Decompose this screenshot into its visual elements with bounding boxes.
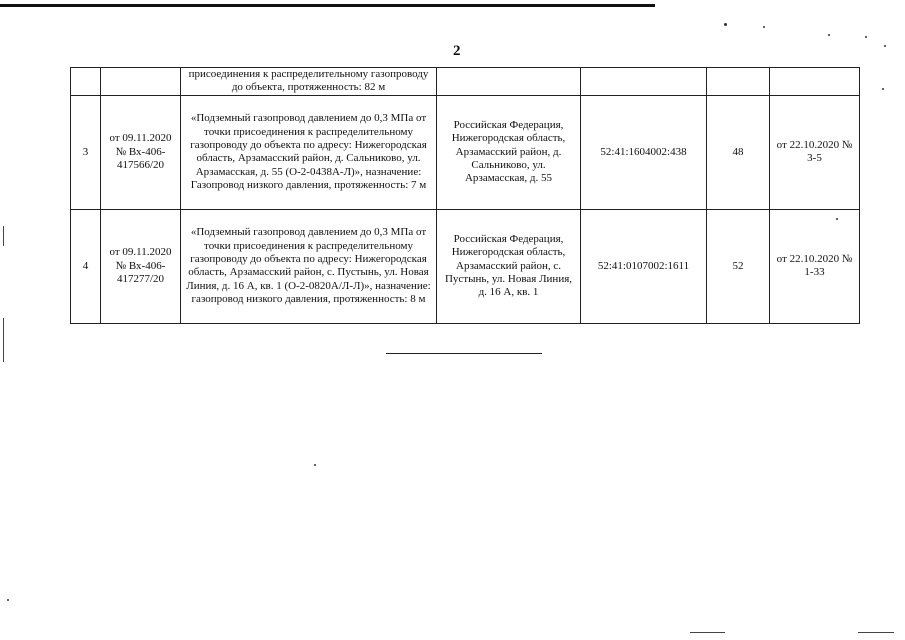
scan-speck (763, 26, 765, 28)
cadastral-number-cell: 52:41:1604002:438 (581, 95, 707, 209)
scan-speck (828, 34, 830, 36)
scan-bottom-mark (690, 632, 725, 633)
row-number-cell (71, 68, 101, 96)
quantity-cell: 48 (707, 95, 770, 209)
top-border-line (0, 4, 655, 7)
contract-cell: от 22.10.2020 № 1-33 (770, 209, 860, 323)
contract-cell: от 22.10.2020 № 3-5 (770, 95, 860, 209)
incoming-ref-cell (101, 68, 181, 96)
description-cell: присоединения к распределительному газопроводу до объекта, протяженность: 82 м (181, 68, 437, 96)
scan-speck (882, 88, 884, 90)
scan-speck (7, 599, 9, 601)
incoming-ref-cell: от 09.11.2020 № Вх-406-417566/20 (101, 95, 181, 209)
table-row (71, 95, 860, 209)
cadastral-number-cell: 52:41:0107002:1611 (581, 209, 707, 323)
address-cell (437, 68, 581, 96)
registry-table (70, 67, 860, 324)
scan-speck (314, 464, 316, 466)
page-number: 2 (453, 43, 461, 59)
quantity-cell (707, 68, 770, 96)
scan-speck (724, 23, 727, 26)
scan-bottom-mark (858, 632, 894, 633)
quantity-cell: 52 (707, 209, 770, 323)
table-row (71, 209, 860, 323)
end-separator-line (386, 353, 542, 354)
table-row (71, 68, 860, 96)
address-cell: Российская Федерация, Нижегородская область, Арзамасский район, с. Пустынь, ул. Новая Линия, д. 16 А, кв. 1 (437, 209, 581, 323)
scan-margin-mark (3, 318, 4, 362)
scan-speck (865, 36, 867, 38)
cadastral-number-cell (581, 68, 707, 96)
scan-margin-mark (3, 226, 4, 246)
description-cell: «Подземный газопровод давлением до 0,3 МПа от точки присоединения к распределительному газопроводу до объекта по адресу: Нижегородская область, Арзамасский район, д. Сальниково, ул. Арзамасская, д. 55 (О-2-0438А-Л)», назначение: Газопровод низкого давления, протяженность: 7 м (181, 95, 437, 209)
incoming-ref-cell: от 09.11.2020 № Вх-406-417277/20 (101, 209, 181, 323)
contract-cell (770, 68, 860, 96)
row-number-cell: 4 (71, 209, 101, 323)
row-number-cell: 3 (71, 95, 101, 209)
description-cell: «Подземный газопровод давлением до 0,3 МПа от точки присоединения к распределительному газопроводу до объекта по адресу: Нижегородская область, Арзамасский район, с. Пустынь, ул. Новая Линия, д. 16 А, кв. 1 (О-2-0820А/Л-Л)», назначение: газопровод низкого давления, протяженность: 8 м (181, 209, 437, 323)
scan-speck (884, 45, 886, 47)
address-cell: Российская Федерация, Нижегородская область, Арзамасский район, д. Сальниково, ул. Арзамасская, д. 55 (437, 95, 581, 209)
scan-speck (836, 218, 838, 220)
